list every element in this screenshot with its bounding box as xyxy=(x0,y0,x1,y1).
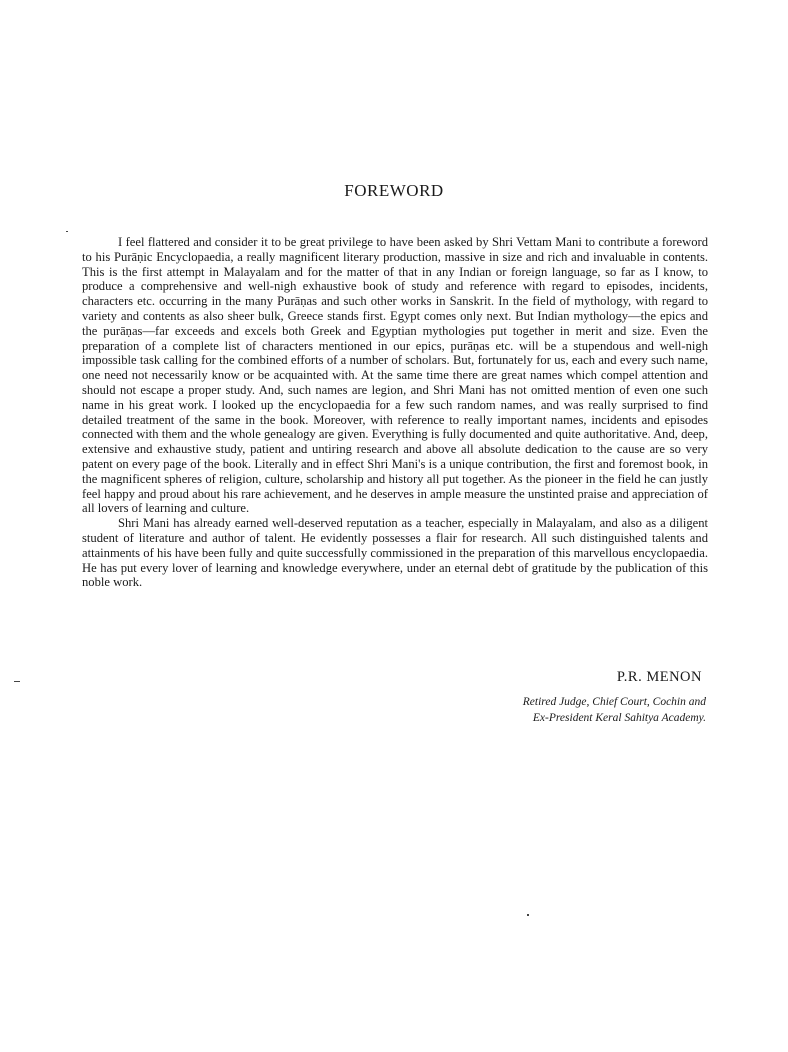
foreword-body xyxy=(82,235,708,590)
signature-block xyxy=(450,669,706,726)
scan-speck xyxy=(66,231,68,232)
signatory-title-line-2: Ex-President Keral Sahitya Academy. xyxy=(532,712,706,724)
signatory-title-line-1: Retired Judge, Chief Court, Cochin and xyxy=(522,696,706,708)
scan-speck xyxy=(527,914,529,916)
page-title: FOREWORD xyxy=(344,181,444,200)
paragraph-2: Shri Mani has already earned well-deserved reputation as a teacher, especially in Malayalam, and also as a diligent student of literature and author of talent. He evidently possesses a flair for research. All such distinguished talents and attainments of his have been fully and quite successfully commissioned in the preparation of this marvellous encyclopaedia. He has put every lover of learning and knowledge everywhere, under an eternal debt of gratitude by the publication of this noble work. xyxy=(82,516,708,590)
scan-speck xyxy=(14,681,20,682)
signatory-name: P.R. MENON xyxy=(616,669,702,685)
paragraph-1: I feel flattered and consider it to be great privilege to have been asked by Shri Vettam Mani to contribute a foreword to his Purāṇic Encyclopaedia, a really magnificent literary production, massive in size and rich and invaluable in contents. This is the first attempt in Malayalam and for the matter of that in any Indian or foreign language, so far as I know, to produce a comprehensive and well-nigh exhaustive book of study and reference with regard to episodes, incidents, characters etc. occurring in the many Purāṇas and such other works in Sanskrit. In the field of mythology, with regard to variety and contents as also sheer bulk, Greece stands first. Egypt comes only next. But Indian mythology—the epics and the purāṇas—far exceeds and excels both Greek and Egyptian mythologies put together in merit and size. Even the preparation of a complete list of characters mentioned in our epics, purāṇas etc. will be a stupendous and well-nigh impossible task calling for the combined efforts of a number of scholars. But, fortunately for us, each and every such name, one need not necessarily know or be acquainted with. At the same time there are great names which compel attention and should not escape a proper study. And, such names are legion, and Shri Mani has not omitted mention of even one such name in his great work. I looked up the encyclopaedia for a few such random names, and was really surprised to find detailed treatment of the same in the book. Moreover, with reference to really important names, incidents and episodes connected with them and the whole genealogy are given. Everything is fully documented and quite authoritative. And, deep, extensive and exhaustive study, patient and untiring research and above all absolute dedication to the cause are so very patent on every page of the book. Literally and in effect Shri Mani's is a unique contribution, the first and foremost book, in the magnificent spheres of religion, culture, scholarship and history all put together. As the pioneer in the field he can justly feel happy and proud about his rare achievement, and he deserves in ample measure the unstinted praise and appreciation of all lovers of learning and culture. xyxy=(82,235,708,516)
